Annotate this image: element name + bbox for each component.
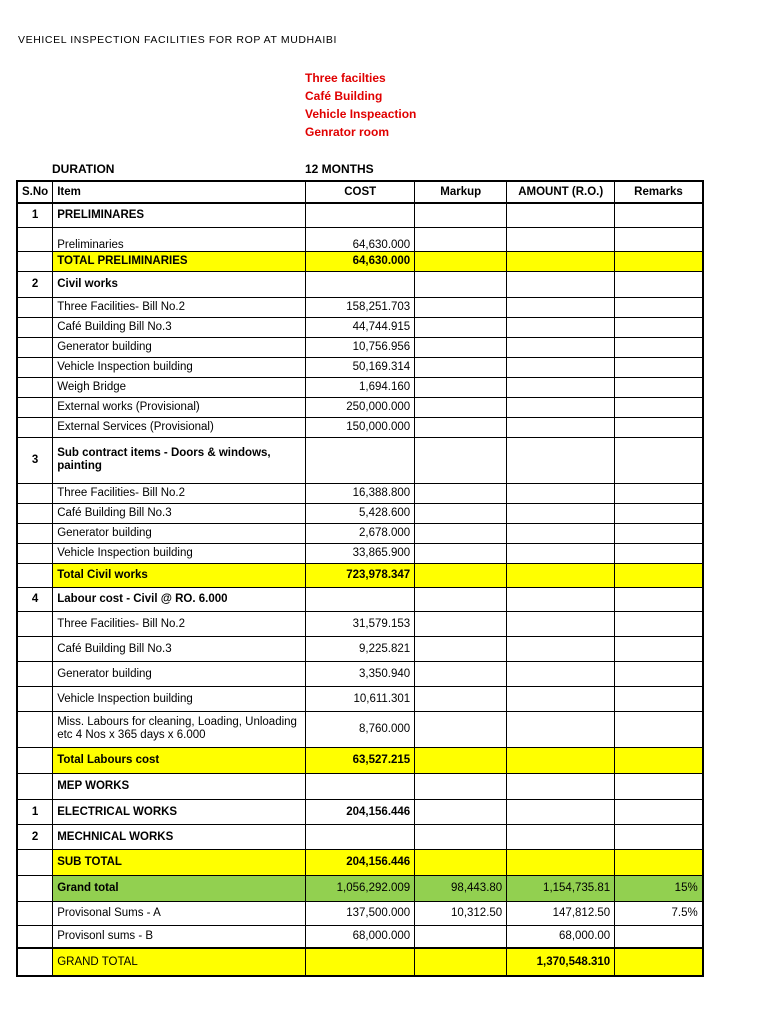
cell-item: Café Building Bill No.3 (53, 503, 306, 523)
cell-sno (17, 227, 53, 251)
cell-markup (415, 397, 507, 417)
cell-item: External Services (Provisional) (53, 417, 306, 437)
cell-amount (507, 437, 615, 483)
cell-amount: 68,000.00 (507, 925, 615, 948)
cell-amount (507, 251, 615, 271)
cell-amount (507, 417, 615, 437)
cell-item: Vehicle Inspection building (53, 543, 306, 563)
cell-cost (306, 824, 415, 849)
table-row (17, 337, 703, 357)
table-row (17, 636, 703, 661)
cell-markup (415, 437, 507, 483)
table-row (17, 948, 703, 976)
cell-remarks (615, 948, 703, 976)
cell-markup (415, 948, 507, 976)
cell-remarks (615, 849, 703, 875)
cell-markup (415, 377, 507, 397)
cost-table (16, 180, 704, 977)
cell-remarks (615, 686, 703, 711)
cell-sno (17, 377, 53, 397)
cell-markup (415, 824, 507, 849)
cell-sno (17, 397, 53, 417)
cell-item: MECHNICAL WORKS (53, 824, 306, 849)
cell-markup: 98,443.80 (415, 875, 507, 901)
table-row (17, 799, 703, 824)
cell-item: Generator building (53, 523, 306, 543)
table-row (17, 437, 703, 483)
cell-amount (507, 523, 615, 543)
cell-markup (415, 587, 507, 611)
cell-sno (17, 773, 53, 799)
cell-remarks (615, 297, 703, 317)
cell-sno (17, 503, 53, 523)
cell-cost: 1,694.160 (306, 377, 415, 397)
cell-sno (17, 747, 53, 773)
cell-remarks: 15% (615, 875, 703, 901)
cell-remarks (615, 611, 703, 636)
cell-remarks (615, 377, 703, 397)
cell-remarks (615, 747, 703, 773)
cell-markup: 10,312.50 (415, 901, 507, 925)
cell-sno (17, 357, 53, 377)
table-row (17, 686, 703, 711)
cell-markup (415, 661, 507, 686)
table-row (17, 587, 703, 611)
cell-markup (415, 636, 507, 661)
table-row (17, 271, 703, 297)
cell-item: External works (Provisional) (53, 397, 306, 417)
cell-item: Sub contract items - Doors & windows, painting (53, 437, 306, 483)
cell-cost (306, 587, 415, 611)
table-row (17, 417, 703, 437)
table-row (17, 901, 703, 925)
cell-sno (17, 417, 53, 437)
cell-item: PRELIMINARES (53, 203, 306, 227)
table-row (17, 925, 703, 948)
header-sno: S.No (17, 181, 53, 203)
cell-markup (415, 317, 507, 337)
cell-amount (507, 711, 615, 747)
table-row (17, 203, 703, 227)
cell-sno (17, 563, 53, 587)
cell-remarks (615, 503, 703, 523)
cell-remarks (615, 563, 703, 587)
cell-cost: 44,744.915 (306, 317, 415, 337)
cell-sno (17, 251, 53, 271)
cell-cost: 64,630.000 (306, 251, 415, 271)
cell-cost (306, 271, 415, 297)
cell-amount (507, 357, 615, 377)
cell-sno (17, 317, 53, 337)
cell-markup (415, 297, 507, 317)
cell-remarks (615, 661, 703, 686)
cell-markup (415, 799, 507, 824)
cell-remarks (615, 397, 703, 417)
cell-item: Provisonal Sums - A (53, 901, 306, 925)
cell-markup (415, 543, 507, 563)
cell-item: Preliminaries (53, 227, 306, 251)
table-row (17, 824, 703, 849)
cell-markup (415, 849, 507, 875)
duration-value: 12 MONTHS (305, 162, 374, 176)
cell-item: Three Facilities- Bill No.2 (53, 297, 306, 317)
cell-amount (507, 773, 615, 799)
cell-amount (507, 799, 615, 824)
table-row (17, 503, 703, 523)
cell-item: Generator building (53, 337, 306, 357)
cell-markup (415, 271, 507, 297)
cell-amount (507, 824, 615, 849)
cell-amount (507, 397, 615, 417)
table-row (17, 483, 703, 503)
cell-amount (507, 686, 615, 711)
cell-amount (507, 587, 615, 611)
cell-sno (17, 523, 53, 543)
cell-sno: 3 (17, 437, 53, 483)
cell-item: TOTAL PRELIMINARIES (53, 251, 306, 271)
cell-sno (17, 875, 53, 901)
cell-item: Weigh Bridge (53, 377, 306, 397)
table-row (17, 227, 703, 251)
cell-item: GRAND TOTAL (53, 948, 306, 976)
cell-item: Civil works (53, 271, 306, 297)
cell-sno (17, 483, 53, 503)
cell-sno: 4 (17, 587, 53, 611)
cell-sno (17, 849, 53, 875)
cell-amount (507, 297, 615, 317)
cell-markup (415, 417, 507, 437)
cell-cost: 10,756.956 (306, 337, 415, 357)
cell-remarks (615, 227, 703, 251)
table-row (17, 317, 703, 337)
cell-amount (507, 503, 615, 523)
cell-remarks (615, 543, 703, 563)
cell-item: Provisonl sums - B (53, 925, 306, 948)
red-notes (305, 69, 416, 141)
document-title: VEHICEL INSPECTION FACILITIES FOR ROP AT MUDHAIBI (18, 34, 337, 46)
table-row (17, 747, 703, 773)
cell-markup (415, 227, 507, 251)
cell-amount (507, 543, 615, 563)
cell-cost (306, 773, 415, 799)
cell-item: Total Labours cost (53, 747, 306, 773)
cell-item: Vehicle Inspection building (53, 686, 306, 711)
cell-sno (17, 337, 53, 357)
cell-amount (507, 661, 615, 686)
cell-sno (17, 297, 53, 317)
cell-markup (415, 773, 507, 799)
cell-amount (507, 483, 615, 503)
cell-item: ELECTRICAL WORKS (53, 799, 306, 824)
cell-remarks (615, 357, 703, 377)
cell-cost: 8,760.000 (306, 711, 415, 747)
cell-cost: 2,678.000 (306, 523, 415, 543)
cell-item: Vehicle Inspection building (53, 357, 306, 377)
table-row (17, 773, 703, 799)
header-markup: Markup (415, 181, 507, 203)
cell-cost: 3,350.940 (306, 661, 415, 686)
cell-cost: 9,225.821 (306, 636, 415, 661)
cell-amount (507, 203, 615, 227)
cell-amount (507, 747, 615, 773)
cell-sno (17, 686, 53, 711)
cell-cost: 204,156.446 (306, 799, 415, 824)
cell-markup (415, 357, 507, 377)
cell-sno (17, 543, 53, 563)
note-line: Three facilties (305, 71, 386, 85)
cell-remarks (615, 824, 703, 849)
header-amount: AMOUNT (R.O.) (507, 181, 615, 203)
table-row (17, 357, 703, 377)
cell-amount (507, 636, 615, 661)
cell-markup (415, 523, 507, 543)
header-remarks: Remarks (615, 181, 703, 203)
cell-cost: 63,527.215 (306, 747, 415, 773)
cell-remarks (615, 587, 703, 611)
table-header-row (17, 181, 703, 203)
cell-cost: 1,056,292.009 (306, 875, 415, 901)
cell-sno: 1 (17, 799, 53, 824)
cell-markup (415, 711, 507, 747)
cell-remarks (615, 925, 703, 948)
cell-sno (17, 661, 53, 686)
cell-markup (415, 503, 507, 523)
cell-item: Café Building Bill No.3 (53, 636, 306, 661)
cell-item: MEP WORKS (53, 773, 306, 799)
cell-sno: 1 (17, 203, 53, 227)
cell-cost: 10,611.301 (306, 686, 415, 711)
cell-cost: 204,156.446 (306, 849, 415, 875)
table-row (17, 875, 703, 901)
cell-remarks (615, 523, 703, 543)
cell-cost: 137,500.000 (306, 901, 415, 925)
cell-item: Labour cost - Civil @ RO. 6.000 (53, 587, 306, 611)
cell-sno (17, 636, 53, 661)
cell-markup (415, 251, 507, 271)
cell-remarks (615, 483, 703, 503)
note-line: Genrator room (305, 125, 390, 139)
cell-remarks (615, 251, 703, 271)
table-row (17, 523, 703, 543)
cell-sno (17, 711, 53, 747)
table-row (17, 543, 703, 563)
cell-item: Generator building (53, 661, 306, 686)
cell-amount (507, 317, 615, 337)
cell-amount (507, 271, 615, 297)
note-line: Vehicle Inspeaction (305, 107, 417, 121)
table-row (17, 251, 703, 271)
cell-markup (415, 686, 507, 711)
cell-cost (306, 437, 415, 483)
cell-markup (415, 611, 507, 636)
cell-remarks (615, 337, 703, 357)
cell-sno (17, 948, 53, 976)
cell-amount (507, 377, 615, 397)
cell-cost (306, 948, 415, 976)
cell-item: Three Facilities- Bill No.2 (53, 483, 306, 503)
cell-cost: 31,579.153 (306, 611, 415, 636)
cell-remarks (615, 773, 703, 799)
cell-amount: 147,812.50 (507, 901, 615, 925)
cell-remarks (615, 711, 703, 747)
cell-cost: 5,428.600 (306, 503, 415, 523)
cell-sno (17, 901, 53, 925)
cell-cost: 16,388.800 (306, 483, 415, 503)
cell-sno: 2 (17, 824, 53, 849)
cell-markup (415, 563, 507, 587)
cell-remarks (615, 437, 703, 483)
cell-item: SUB TOTAL (53, 849, 306, 875)
cell-cost: 150,000.000 (306, 417, 415, 437)
table-row (17, 611, 703, 636)
cell-remarks (615, 317, 703, 337)
table-row (17, 661, 703, 686)
table-row (17, 711, 703, 747)
cell-cost: 64,630.000 (306, 227, 415, 251)
cell-markup (415, 747, 507, 773)
cell-amount: 1,370,548.310 (507, 948, 615, 976)
cell-cost: 68,000.000 (306, 925, 415, 948)
cell-item: Miss. Labours for cleaning, Loading, Unloading etc 4 Nos x 365 days x 6.000 (53, 711, 306, 747)
header-item: Item (53, 181, 306, 203)
cell-sno (17, 925, 53, 948)
cell-remarks (615, 417, 703, 437)
cell-item: Total Civil works (53, 563, 306, 587)
cell-markup (415, 337, 507, 357)
cell-amount: 1,154,735.81 (507, 875, 615, 901)
cell-amount (507, 849, 615, 875)
cell-remarks (615, 271, 703, 297)
duration-label: DURATION (52, 162, 115, 176)
cell-cost (306, 203, 415, 227)
table-row (17, 849, 703, 875)
cell-markup (415, 483, 507, 503)
cell-cost: 250,000.000 (306, 397, 415, 417)
cell-cost: 33,865.900 (306, 543, 415, 563)
cell-remarks (615, 636, 703, 661)
cell-amount (507, 611, 615, 636)
cell-remarks (615, 799, 703, 824)
cell-item: Café Building Bill No.3 (53, 317, 306, 337)
cell-item: Grand total (53, 875, 306, 901)
cell-cost: 50,169.314 (306, 357, 415, 377)
cell-markup (415, 925, 507, 948)
note-line: Café Building (305, 89, 383, 103)
table-row (17, 563, 703, 587)
table-row (17, 297, 703, 317)
cell-amount (507, 227, 615, 251)
cell-sno: 2 (17, 271, 53, 297)
header-cost: COST (306, 181, 415, 203)
cell-amount (507, 563, 615, 587)
cell-remarks: 7.5% (615, 901, 703, 925)
table-row (17, 397, 703, 417)
table-row (17, 377, 703, 397)
cell-amount (507, 337, 615, 357)
cell-markup (415, 203, 507, 227)
cell-sno (17, 611, 53, 636)
cell-cost: 158,251.703 (306, 297, 415, 317)
cell-cost: 723,978.347 (306, 563, 415, 587)
cell-remarks (615, 203, 703, 227)
cell-item: Three Facilities- Bill No.2 (53, 611, 306, 636)
